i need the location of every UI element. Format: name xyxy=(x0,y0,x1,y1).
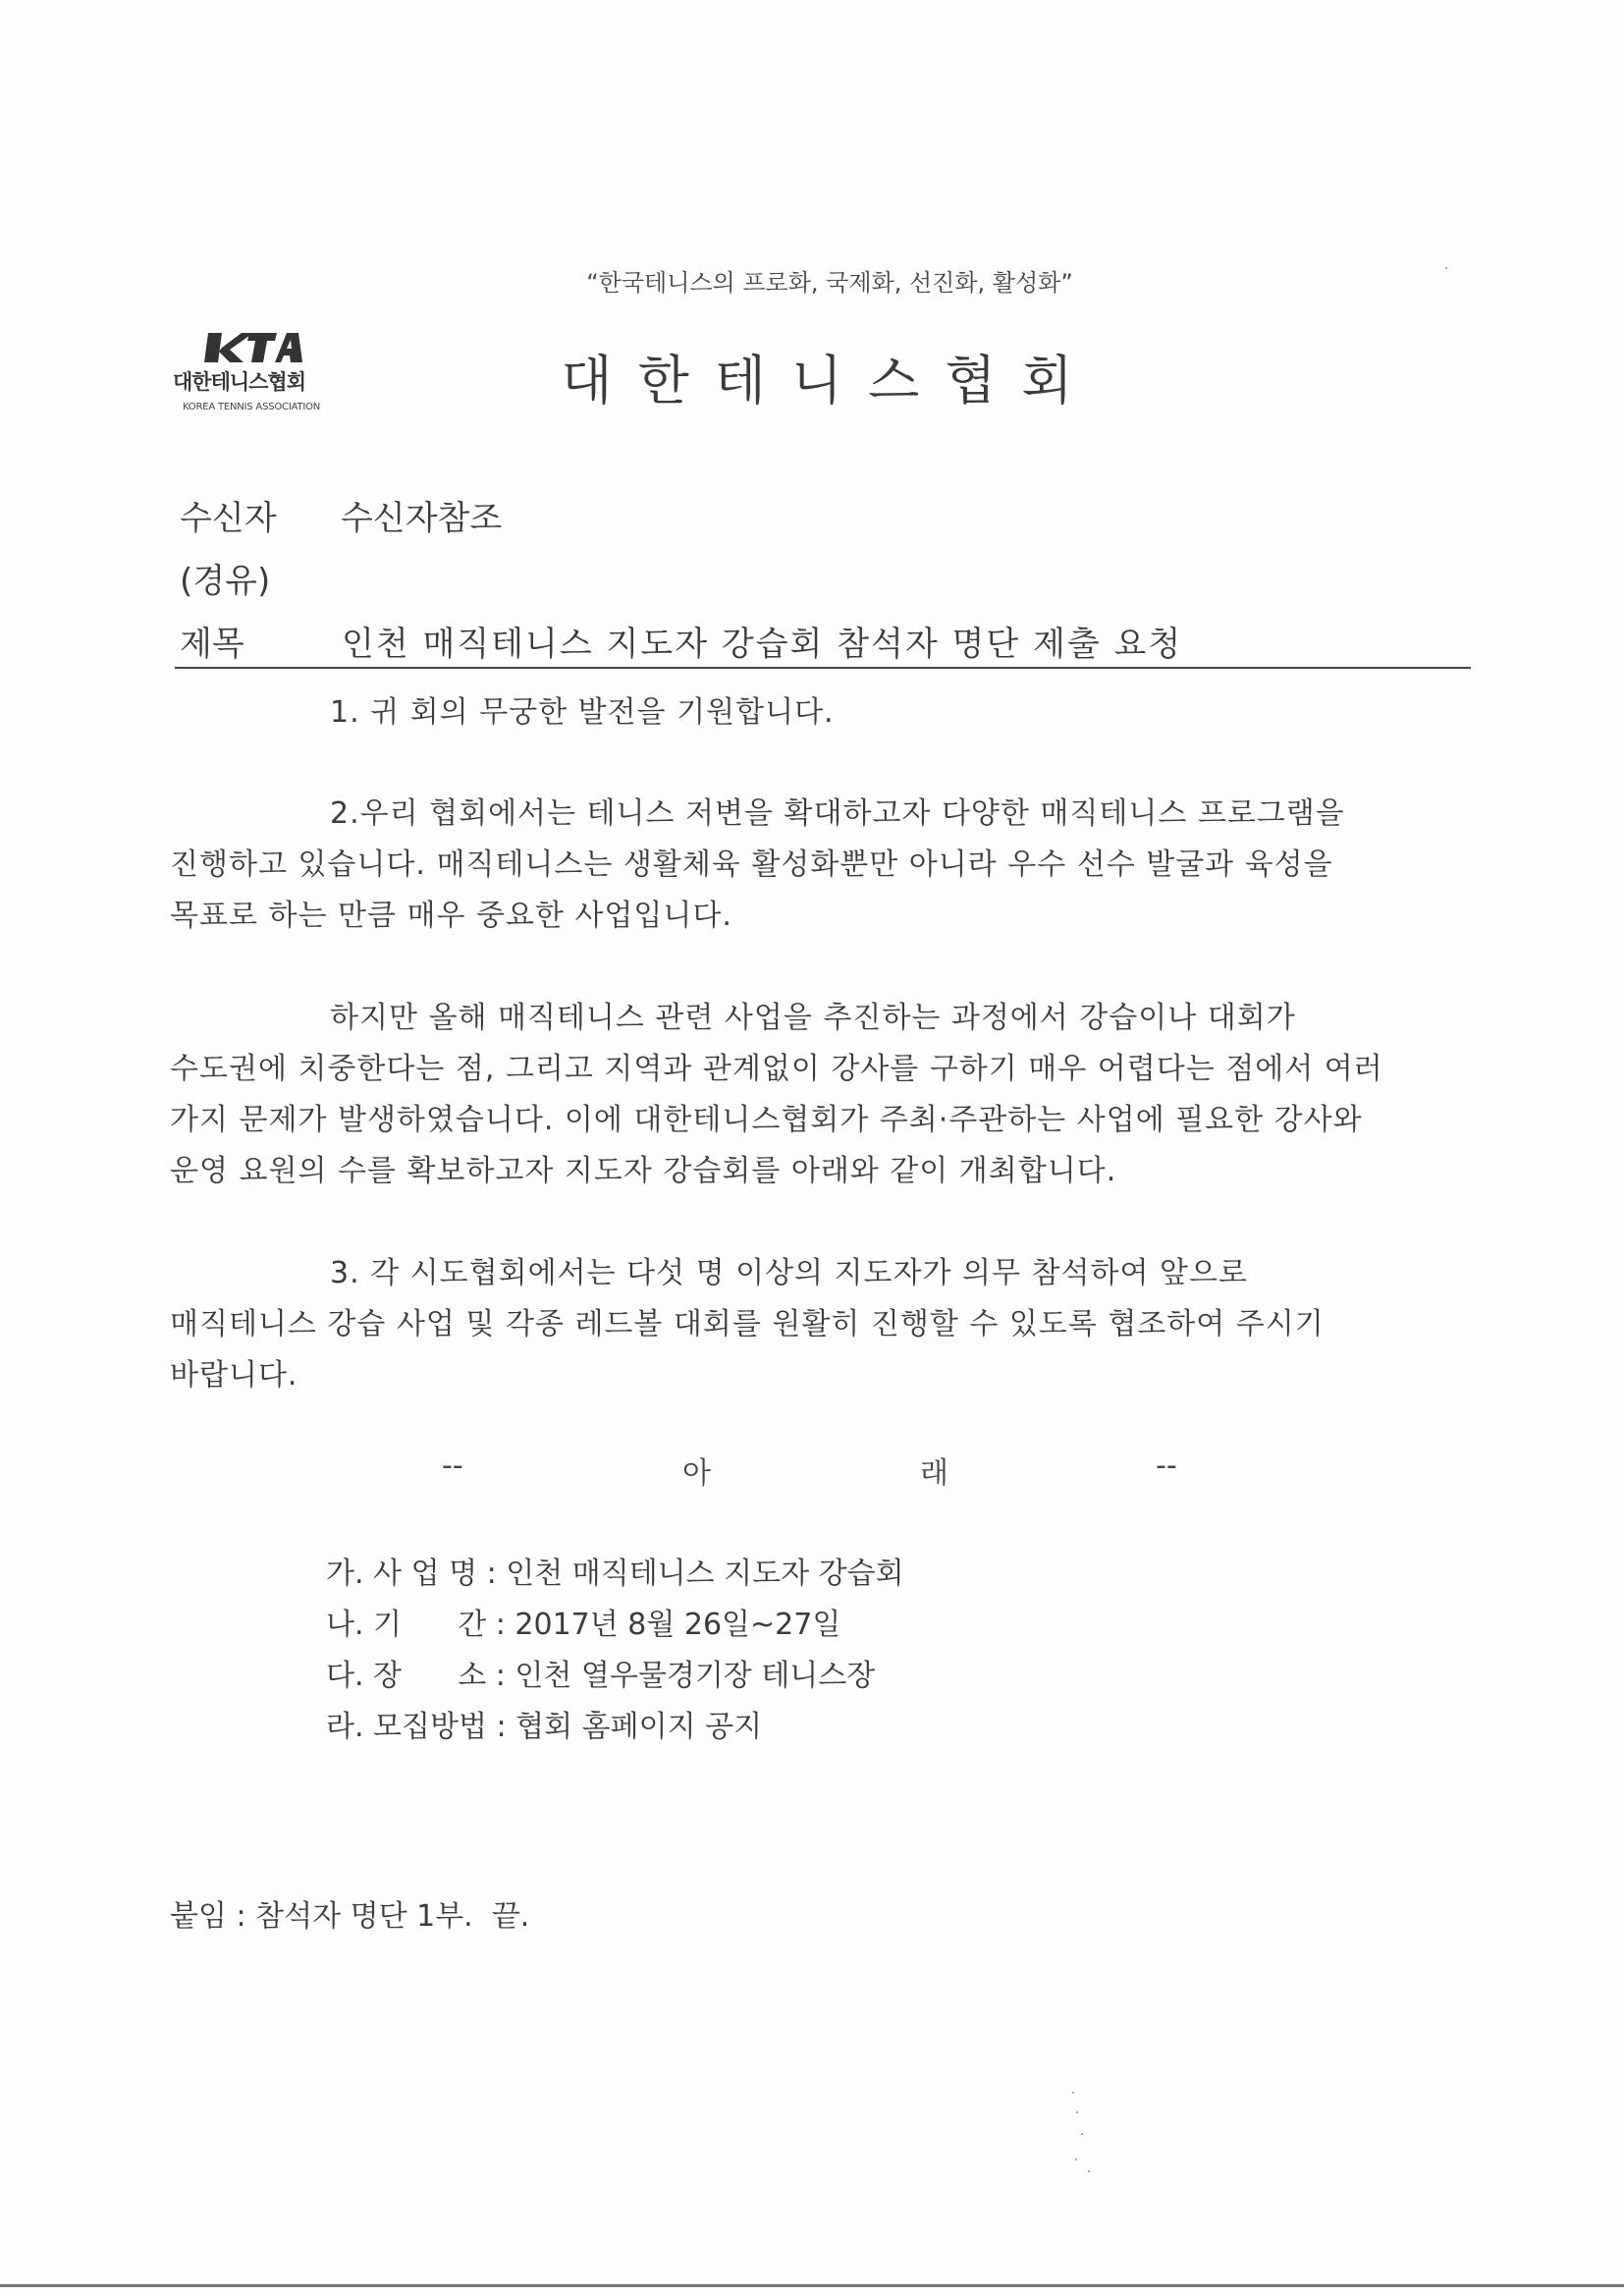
subject-value: 인천 매직테니스 지도자 강습회 참석자 명단 제출 요청 xyxy=(342,625,1183,664)
scan-speck xyxy=(1445,267,1447,269)
notice-word-a: 아 xyxy=(682,1456,711,1491)
via-label: (경유) xyxy=(180,562,271,601)
paragraph-2-line-2: 진행하고 있습니다. 매직테니스는 생활체육 활성화뿐만 아니라 우수 선수 발굴과 육성을 xyxy=(170,847,1333,882)
detail-event-name: 가. 사 업 명 : 인천 매직테니스 지도자 강습회 xyxy=(326,1557,904,1591)
paragraph-1: 1. 귀 회의 무궁한 발전을 기원합니다. xyxy=(330,695,835,730)
scan-bottom-edge xyxy=(0,2284,1624,2287)
paragraph-2-line-3: 목표로 하는 만큼 매우 중요한 사업입니다. xyxy=(170,899,732,933)
paragraph-4-line-1: 3. 각 시도협회에서는 다섯 명 이상의 지도자가 의무 참석하여 앞으로 xyxy=(330,1256,1248,1290)
detail-recruitment: 라. 모집방법 : 협회 홈페이지 공지 xyxy=(326,1710,763,1744)
recipient-label: 수신자 xyxy=(180,499,277,538)
scan-speck xyxy=(1088,2170,1090,2172)
paragraph-4-line-3: 바랍니다. xyxy=(170,1358,298,1393)
organization-title: 대한테니스협회 xyxy=(561,350,1099,411)
paragraph-4-line-2: 매직테니스 강습 사업 및 각종 레드볼 대회를 원활히 진행할 수 있도록 협조하여 주시기 xyxy=(170,1307,1325,1341)
subject-divider xyxy=(175,667,1471,669)
paragraph-3-line-2: 수도권에 치중한다는 점, 그리고 지역과 관계없이 강사를 구하기 매우 어렵다는 점에서 여러 xyxy=(170,1052,1383,1086)
paragraph-3-line-1: 하지만 올해 매직테니스 관련 사업을 추진하는 과정에서 강습이나 대회가 xyxy=(330,1001,1296,1035)
notice-word-b: 래 xyxy=(920,1456,948,1491)
paragraph-3-line-4: 운영 요원의 수를 확보하고자 지도자 강습회를 아래와 같이 개최합니다. xyxy=(170,1154,1117,1188)
scan-speck xyxy=(1081,2133,1083,2135)
detail-venue: 다. 장 소 : 인천 열우물경기장 테니스장 xyxy=(326,1659,876,1693)
subject-label: 제목 xyxy=(180,625,244,664)
slogan: “한국테니스의 프로화, 국제화, 선진화, 활성화” xyxy=(586,269,1073,297)
logo-subtitle: KOREA TENNIS ASSOCIATION xyxy=(183,402,321,412)
notice-dash-right: -- xyxy=(1156,1449,1177,1483)
paragraph-2-line-1: 2.우리 협회에서는 테니스 저변을 확대하고자 다양한 매직테니스 프로그램을 xyxy=(330,796,1345,831)
scan-speck xyxy=(1072,2092,1074,2094)
detail-period: 나. 기 간 : 2017년 8월 26일~27일 xyxy=(326,1608,841,1642)
recipient-value: 수신자참조 xyxy=(341,499,503,538)
logo-name: 대한테니스협회 xyxy=(173,370,306,394)
attachment-note: 붙임 : 참석자 명단 1부. 끝. xyxy=(170,1899,530,1934)
scan-speck xyxy=(1076,2111,1078,2113)
paragraph-3-line-3: 가지 문제가 발생하였습니다. 이에 대한테니스협회가 주최·주관하는 사업에 필요한 강사와 xyxy=(170,1103,1363,1137)
notice-dash-left: -- xyxy=(442,1449,463,1483)
scan-speck xyxy=(1075,2159,1077,2160)
